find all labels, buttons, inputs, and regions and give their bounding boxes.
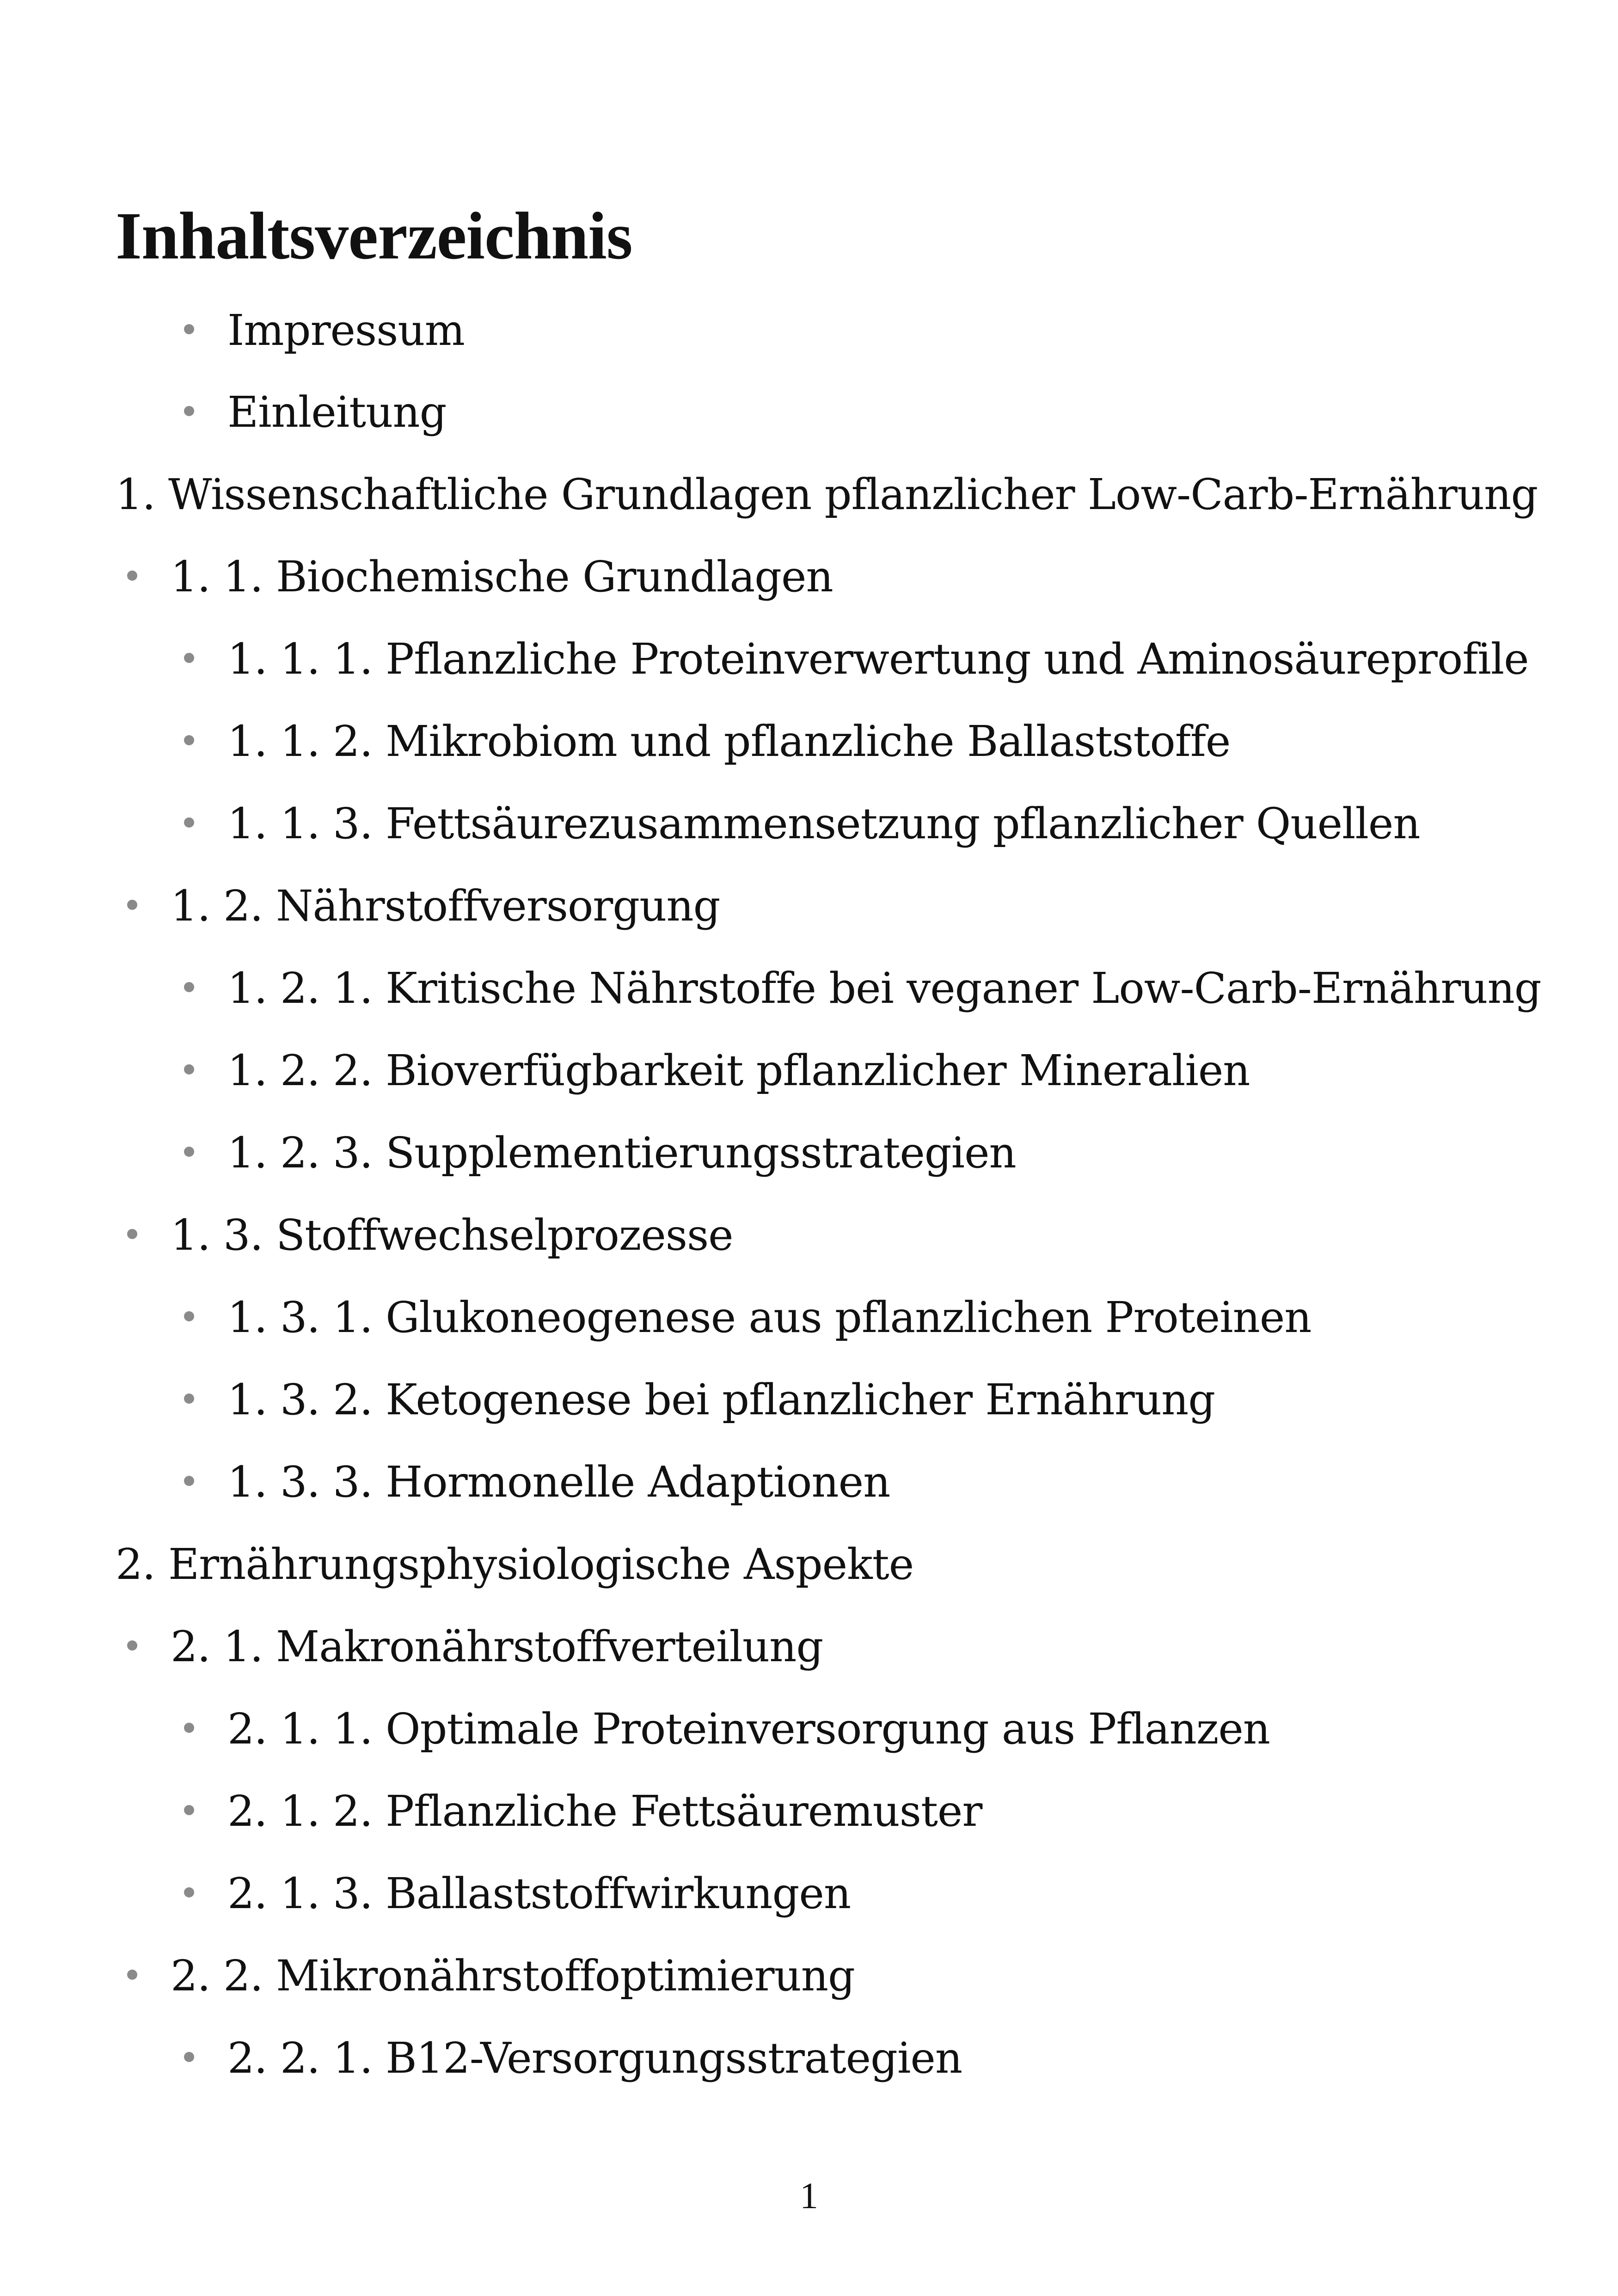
toc-entry[interactable] — [184, 1455, 890, 1510]
toc-entry[interactable] — [184, 1866, 851, 1922]
bullet-icon — [184, 982, 194, 992]
toc-entry[interactable] — [184, 796, 1420, 852]
bullet-icon — [184, 1805, 194, 1815]
toc-entry-label: 2. Ernährungsphysiologische Aspekte — [116, 1540, 914, 1589]
toc-section[interactable] — [127, 1208, 733, 1263]
toc-entry-label: 1. Wissenschaftliche Grundlagen pflanzlicher Low-Carb-Ernährung — [116, 470, 1538, 519]
toc-section[interactable] — [127, 549, 833, 605]
bullet-icon — [184, 1311, 194, 1321]
toc-entry-label: 1. 3. 1. Glukoneogenese aus pflanzlichen Proteinen — [227, 1293, 1312, 1342]
bullet-icon — [127, 571, 137, 581]
page-title: Inhaltsverzeichnis — [116, 198, 632, 273]
toc-chapter[interactable] — [116, 467, 1538, 522]
toc-entry-label: Einleitung — [227, 387, 447, 437]
toc-entry[interactable] — [184, 1290, 1312, 1345]
toc-entry-label: 1. 3. 2. Ketogenese bei pflanzlicher Ernährung — [227, 1375, 1215, 1424]
bullet-icon — [184, 653, 194, 663]
toc-entry[interactable] — [184, 1043, 1250, 1099]
bullet-icon — [184, 406, 194, 416]
page-number: 1 — [800, 2176, 818, 2216]
toc-entry[interactable] — [184, 1125, 1016, 1181]
toc-entry[interactable] — [184, 1372, 1215, 1428]
toc-entry[interactable] — [184, 632, 1529, 687]
toc-entry-label: 1. 1. 2. Mikrobiom und pflanzliche Ballaststoffe — [227, 717, 1231, 766]
bullet-icon — [127, 900, 137, 910]
toc-entry-label: 1. 3. Stoffwechselprozesse — [171, 1210, 733, 1260]
bullet-icon — [127, 1640, 137, 1651]
bullet-icon — [127, 1229, 137, 1239]
toc-entry-label: 2. 2. 1. B12-Versorgungsstrategien — [227, 2033, 962, 2083]
toc-entry-label: 2. 1. Makronährstoffverteilung — [171, 1622, 823, 1671]
bullet-icon — [184, 1476, 194, 1486]
toc-entry[interactable] — [184, 385, 447, 440]
toc-entry-label: Impressum — [227, 306, 465, 355]
toc-entry[interactable] — [184, 1784, 982, 1839]
bullet-icon — [184, 735, 194, 745]
bullet-icon — [127, 1970, 137, 1980]
toc-entry-label: 1. 2. Nährstoffversorgung — [171, 881, 720, 931]
bullet-icon — [184, 1394, 194, 1404]
toc-entry[interactable] — [184, 1701, 1270, 1757]
toc-chapter[interactable] — [116, 1537, 913, 1592]
toc-entry[interactable] — [184, 714, 1230, 769]
toc-entry-label: 1. 1. 3. Fettsäurezusammensetzung pflanzlicher Quellen — [227, 799, 1420, 848]
toc-entry-label: 2. 1. 3. Ballaststoffwirkungen — [227, 1869, 851, 1918]
bullet-icon — [184, 1887, 194, 1897]
toc-entry-label: 2. 1. 1. Optimale Proteinversorgung aus Pflanzen — [227, 1704, 1270, 1754]
bullet-icon — [184, 324, 194, 334]
toc-entry-label: 2. 1. 2. Pflanzliche Fettsäuremuster — [227, 1786, 982, 1836]
toc-entry-label: 1. 1. Biochemische Grundlagen — [171, 552, 833, 602]
toc-section[interactable] — [127, 1948, 855, 2004]
bullet-icon — [184, 1723, 194, 1733]
toc-entry-label: 1. 3. 3. Hormonelle Adaptionen — [227, 1457, 890, 1507]
toc-entry[interactable] — [184, 303, 465, 358]
toc-entry[interactable] — [184, 2031, 962, 2086]
toc-section[interactable] — [127, 1619, 823, 1675]
toc-entry-label: 1. 2. 1. Kritische Nährstoffe bei veganer Low-Carb-Ernährung — [227, 964, 1541, 1013]
toc-section[interactable] — [127, 878, 720, 934]
bullet-icon — [184, 1147, 194, 1157]
toc-entry[interactable] — [184, 961, 1541, 1016]
bullet-icon — [184, 2052, 194, 2062]
bullet-icon — [184, 817, 194, 828]
toc-entry-label: 2. 2. Mikronährstoffoptimierung — [171, 1951, 855, 2001]
toc-entry-label: 1. 1. 1. Pflanzliche Proteinverwertung und Aminosäureprofile — [227, 634, 1529, 684]
bullet-icon — [184, 1064, 194, 1074]
toc-entry-label: 1. 2. 2. Bioverfügbarkeit pflanzlicher Mineralien — [227, 1046, 1250, 1095]
toc-entry-label: 1. 2. 3. Supplementierungsstrategien — [227, 1128, 1016, 1178]
